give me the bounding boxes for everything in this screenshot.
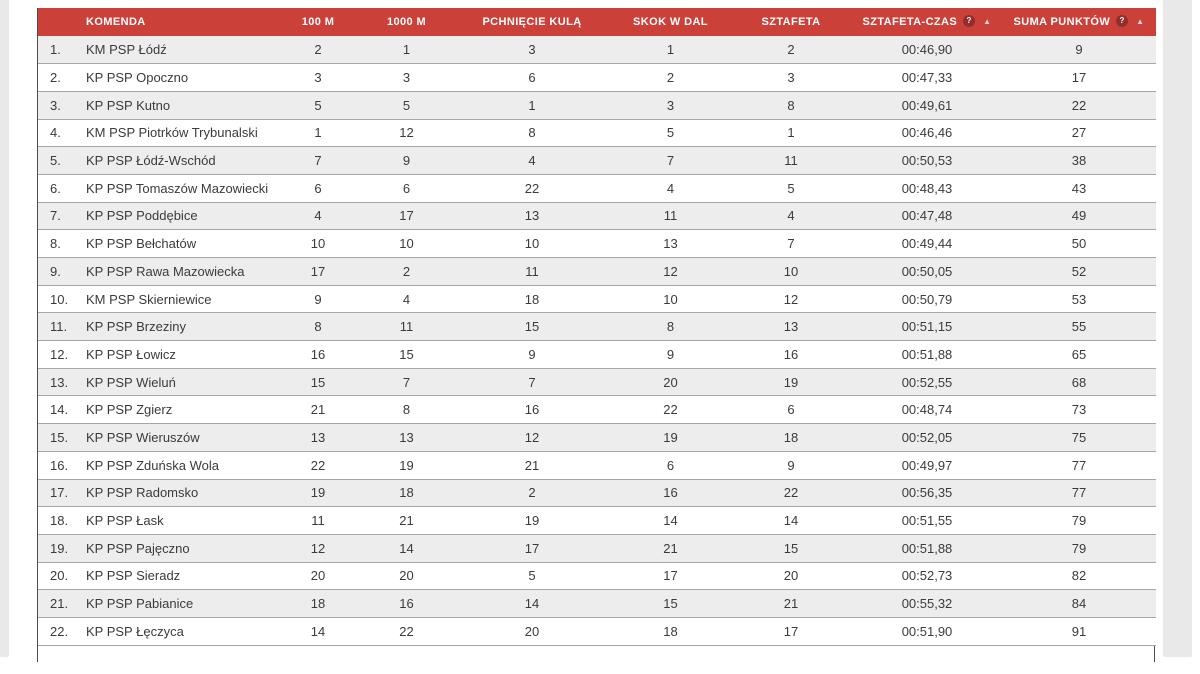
cell-m1000: 9: [360, 147, 453, 175]
cell-skok: 14: [611, 507, 730, 535]
cell-sztafeta: 10: [730, 258, 852, 286]
cell-komenda: KP PSP Brzeziny: [84, 313, 276, 341]
cell-suma: 65: [1002, 341, 1156, 369]
cell-m1000: 20: [360, 562, 453, 590]
cell-suma: 53: [1002, 285, 1156, 313]
table-row: [38, 562, 1156, 590]
cell-skok: 21: [611, 534, 730, 562]
cell-sztafeta: 9: [730, 451, 852, 479]
cell-komenda: KP PSP Łowicz: [84, 341, 276, 369]
cell-suma: 49: [1002, 202, 1156, 230]
cell-m1000: 6: [360, 174, 453, 202]
column-header-m1000: [360, 8, 453, 36]
cell-komenda: KP PSP Wieluń: [84, 368, 276, 396]
cell-rank: 16.: [38, 451, 84, 479]
cell-rank: 22.: [38, 617, 84, 645]
cell-sztafeta: 21: [730, 590, 852, 618]
cell-czas: 00:51,88: [852, 341, 1002, 369]
column-header-m100: [276, 8, 360, 36]
cell-suma: 77: [1002, 451, 1156, 479]
cell-rank: 8.: [38, 230, 84, 258]
table-row: [38, 258, 1156, 286]
cell-czas: 00:46,90: [852, 36, 1002, 64]
cell-kula: 1: [453, 91, 611, 119]
cell-rank: 2.: [38, 64, 84, 92]
cell-skok: 9: [611, 341, 730, 369]
table-row: [38, 64, 1156, 92]
cell-rank: 12.: [38, 341, 84, 369]
cell-czas: 00:55,32: [852, 590, 1002, 618]
cell-m1000: 21: [360, 507, 453, 535]
cell-m100: 6: [276, 174, 360, 202]
cell-skok: 8: [611, 313, 730, 341]
cell-skok: 4: [611, 174, 730, 202]
cell-skok: 3: [611, 91, 730, 119]
column-label: KOMENDA: [86, 16, 146, 28]
cell-m1000: 11: [360, 313, 453, 341]
cell-m100: 18: [276, 590, 360, 618]
cell-m100: 13: [276, 424, 360, 452]
cell-skok: 12: [611, 258, 730, 286]
cell-komenda: KP PSP Radomsko: [84, 479, 276, 507]
cell-czas: 00:48,43: [852, 174, 1002, 202]
cell-skok: 7: [611, 147, 730, 175]
cell-suma: 43: [1002, 174, 1156, 202]
cell-m100: 20: [276, 562, 360, 590]
cell-rank: 10.: [38, 285, 84, 313]
cell-sztafeta: 15: [730, 534, 852, 562]
cell-skok: 11: [611, 202, 730, 230]
cell-suma: 84: [1002, 590, 1156, 618]
cell-czas: 00:52,05: [852, 424, 1002, 452]
cell-sztafeta: 12: [730, 285, 852, 313]
cell-rank: 13.: [38, 368, 84, 396]
results-table-wrapper: [37, 8, 1155, 662]
cell-sztafeta: 20: [730, 562, 852, 590]
sort-asc-icon[interactable]: ▲: [1136, 16, 1145, 26]
cell-skok: 1: [611, 36, 730, 64]
cell-komenda: KP PSP Zduńska Wola: [84, 451, 276, 479]
column-header-suma[interactable]: [1002, 8, 1156, 36]
cell-rank: 17.: [38, 479, 84, 507]
cell-m100: 8: [276, 313, 360, 341]
cell-kula: 21: [453, 451, 611, 479]
cell-kula: 22: [453, 174, 611, 202]
cell-komenda: KM PSP Skierniewice: [84, 285, 276, 313]
cell-komenda: KP PSP Łęczyca: [84, 617, 276, 645]
cell-skok: 2: [611, 64, 730, 92]
cell-czas: 00:49,97: [852, 451, 1002, 479]
cell-kula: 5: [453, 562, 611, 590]
cell-suma: 55: [1002, 313, 1156, 341]
cell-komenda: KM PSP Łódź: [84, 36, 276, 64]
cell-sztafeta: 11: [730, 147, 852, 175]
column-header-rank: [38, 8, 84, 36]
cell-skok: 10: [611, 285, 730, 313]
table-row: [38, 341, 1156, 369]
cell-m100: 10: [276, 230, 360, 258]
cell-skok: 20: [611, 368, 730, 396]
cell-komenda: KP PSP Sieradz: [84, 562, 276, 590]
cell-czas: 00:47,33: [852, 64, 1002, 92]
cell-kula: 12: [453, 424, 611, 452]
cell-czas: 00:51,90: [852, 617, 1002, 645]
cell-rank: 1.: [38, 36, 84, 64]
cell-m100: 21: [276, 396, 360, 424]
cell-czas: 00:52,73: [852, 562, 1002, 590]
cell-m1000: 19: [360, 451, 453, 479]
cell-skok: 5: [611, 119, 730, 147]
cell-skok: 15: [611, 590, 730, 618]
column-label: PCHNIĘCIE KULĄ: [482, 16, 582, 28]
cell-sztafeta: 7: [730, 230, 852, 258]
cell-m100: 7: [276, 147, 360, 175]
cell-suma: 77: [1002, 479, 1156, 507]
cell-m100: 5: [276, 91, 360, 119]
cell-rank: 6.: [38, 174, 84, 202]
table-row: [38, 230, 1156, 258]
cell-m1000: 13: [360, 424, 453, 452]
cell-sztafeta: 14: [730, 507, 852, 535]
cell-rank: 15.: [38, 424, 84, 452]
cell-czas: 00:56,35: [852, 479, 1002, 507]
column-label: SZTAFETA: [761, 16, 821, 28]
table-row: [38, 617, 1156, 645]
cell-rank: 14.: [38, 396, 84, 424]
cell-suma: 50: [1002, 230, 1156, 258]
cell-skok: 17: [611, 562, 730, 590]
cell-czas: 00:50,53: [852, 147, 1002, 175]
cell-rank: 21.: [38, 590, 84, 618]
table-footer-space: [38, 646, 1154, 662]
table-row: [38, 202, 1156, 230]
cell-kula: 20: [453, 617, 611, 645]
info-icon[interactable]: ?: [963, 15, 975, 27]
cell-m100: 1: [276, 119, 360, 147]
cell-rank: 11.: [38, 313, 84, 341]
cell-m100: 9: [276, 285, 360, 313]
cell-m100: 19: [276, 479, 360, 507]
cell-kula: 9: [453, 341, 611, 369]
cell-m1000: 12: [360, 119, 453, 147]
header-row: [38, 8, 1156, 36]
cell-m1000: 22: [360, 617, 453, 645]
cell-suma: 9: [1002, 36, 1156, 64]
cell-czas: 00:50,79: [852, 285, 1002, 313]
cell-rank: 20.: [38, 562, 84, 590]
cell-sztafeta: 22: [730, 479, 852, 507]
cell-m1000: 7: [360, 368, 453, 396]
cell-kula: 16: [453, 396, 611, 424]
cell-komenda: KP PSP Łask: [84, 507, 276, 535]
cell-skok: 6: [611, 451, 730, 479]
cell-kula: 17: [453, 534, 611, 562]
cell-kula: 14: [453, 590, 611, 618]
cell-m1000: 16: [360, 590, 453, 618]
cell-czas: 00:51,55: [852, 507, 1002, 535]
cell-kula: 11: [453, 258, 611, 286]
table-row: [38, 285, 1156, 313]
cell-skok: 19: [611, 424, 730, 452]
cell-m100: 16: [276, 341, 360, 369]
cell-kula: 4: [453, 147, 611, 175]
table-row: [38, 36, 1156, 64]
cell-komenda: KP PSP Tomaszów Mazowiecki: [84, 174, 276, 202]
cell-rank: 18.: [38, 507, 84, 535]
cell-komenda: KP PSP Rawa Mazowiecka: [84, 258, 276, 286]
cell-m100: 4: [276, 202, 360, 230]
cell-sztafeta: 4: [730, 202, 852, 230]
table-row: [38, 174, 1156, 202]
cell-m1000: 2: [360, 258, 453, 286]
cell-rank: 3.: [38, 91, 84, 119]
cell-rank: 5.: [38, 147, 84, 175]
cell-czas: 00:49,61: [852, 91, 1002, 119]
cell-sztafeta: 19: [730, 368, 852, 396]
cell-suma: 82: [1002, 562, 1156, 590]
cell-kula: 7: [453, 368, 611, 396]
cell-skok: 16: [611, 479, 730, 507]
table-row: [38, 479, 1156, 507]
column-header-skok: [611, 8, 730, 36]
cell-komenda: KP PSP Poddębice: [84, 202, 276, 230]
cell-suma: 79: [1002, 507, 1156, 535]
cell-skok: 18: [611, 617, 730, 645]
cell-kula: 19: [453, 507, 611, 535]
column-header-czas[interactable]: [852, 8, 1002, 36]
column-label: SUMA PUNKTÓW: [1013, 15, 1111, 28]
cell-m1000: 5: [360, 91, 453, 119]
cell-m100: 3: [276, 64, 360, 92]
cell-komenda: KP PSP Łódź-Wschód: [84, 147, 276, 175]
cell-sztafeta: 5: [730, 174, 852, 202]
cell-m1000: 15: [360, 341, 453, 369]
cell-m1000: 17: [360, 202, 453, 230]
cell-suma: 22: [1002, 91, 1156, 119]
cell-m100: 15: [276, 368, 360, 396]
cell-skok: 13: [611, 230, 730, 258]
cell-czas: 00:48,74: [852, 396, 1002, 424]
cell-sztafeta: 8: [730, 91, 852, 119]
table-row: [38, 507, 1156, 535]
cell-suma: 27: [1002, 119, 1156, 147]
table-row: [38, 368, 1156, 396]
cell-sztafeta: 17: [730, 617, 852, 645]
right-scrollbar-track[interactable]: [1163, 0, 1192, 657]
cell-m100: 14: [276, 617, 360, 645]
cell-m100: 2: [276, 36, 360, 64]
table-row: [38, 119, 1156, 147]
cell-kula: 15: [453, 313, 611, 341]
cell-sztafeta: 3: [730, 64, 852, 92]
cell-komenda: KP PSP Kutno: [84, 91, 276, 119]
cell-komenda: KP PSP Opoczno: [84, 64, 276, 92]
cell-kula: 3: [453, 36, 611, 64]
results-table: [38, 8, 1156, 646]
column-header-kula: [453, 8, 611, 36]
cell-m1000: 10: [360, 230, 453, 258]
cell-sztafeta: 16: [730, 341, 852, 369]
cell-komenda: KP PSP Wieruszów: [84, 424, 276, 452]
cell-rank: 9.: [38, 258, 84, 286]
cell-kula: 18: [453, 285, 611, 313]
cell-suma: 38: [1002, 147, 1156, 175]
info-icon[interactable]: ?: [1116, 15, 1128, 27]
table-row: [38, 590, 1156, 618]
sort-asc-icon[interactable]: ▲: [983, 16, 992, 26]
table-row: [38, 451, 1156, 479]
table-row: [38, 91, 1156, 119]
table-row: [38, 396, 1156, 424]
cell-kula: 13: [453, 202, 611, 230]
cell-sztafeta: 1: [730, 119, 852, 147]
cell-kula: 8: [453, 119, 611, 147]
table-row: [38, 147, 1156, 175]
cell-skok: 22: [611, 396, 730, 424]
cell-sztafeta: 6: [730, 396, 852, 424]
cell-suma: 68: [1002, 368, 1156, 396]
cell-czas: 00:47,48: [852, 202, 1002, 230]
cell-m1000: 1: [360, 36, 453, 64]
cell-m1000: 8: [360, 396, 453, 424]
cell-m100: 12: [276, 534, 360, 562]
cell-rank: 7.: [38, 202, 84, 230]
cell-sztafeta: 13: [730, 313, 852, 341]
cell-komenda: KM PSP Piotrków Trybunalski: [84, 119, 276, 147]
table-body: [38, 36, 1156, 645]
column-label: SKOK W DAL: [633, 16, 708, 28]
cell-kula: 10: [453, 230, 611, 258]
table-row: [38, 313, 1156, 341]
table-row: [38, 424, 1156, 452]
cell-kula: 6: [453, 64, 611, 92]
cell-suma: 91: [1002, 617, 1156, 645]
cell-m1000: 14: [360, 534, 453, 562]
cell-suma: 52: [1002, 258, 1156, 286]
cell-komenda: KP PSP Pajęczno: [84, 534, 276, 562]
cell-sztafeta: 18: [730, 424, 852, 452]
cell-czas: 00:50,05: [852, 258, 1002, 286]
cell-m100: 11: [276, 507, 360, 535]
cell-m1000: 4: [360, 285, 453, 313]
table-header: [38, 8, 1156, 36]
cell-suma: 73: [1002, 396, 1156, 424]
cell-rank: 19.: [38, 534, 84, 562]
column-label: 1000 M: [386, 16, 427, 28]
cell-m100: 17: [276, 258, 360, 286]
cell-komenda: KP PSP Pabianice: [84, 590, 276, 618]
cell-m1000: 3: [360, 64, 453, 92]
column-header-komenda: [84, 8, 276, 36]
table-row: [38, 534, 1156, 562]
cell-sztafeta: 2: [730, 36, 852, 64]
column-label: SZTAFETA-CZAS: [862, 15, 958, 28]
cell-rank: 4.: [38, 119, 84, 147]
cell-czas: 00:51,88: [852, 534, 1002, 562]
cell-czas: 00:51,15: [852, 313, 1002, 341]
cell-czas: 00:46,46: [852, 119, 1002, 147]
cell-suma: 17: [1002, 64, 1156, 92]
left-page-edge: [0, 0, 9, 657]
cell-suma: 75: [1002, 424, 1156, 452]
cell-m1000: 18: [360, 479, 453, 507]
column-header-sztafeta: [730, 8, 852, 36]
cell-komenda: KP PSP Bełchatów: [84, 230, 276, 258]
cell-m100: 22: [276, 451, 360, 479]
column-label: 100 M: [301, 16, 335, 28]
cell-suma: 79: [1002, 534, 1156, 562]
cell-kula: 2: [453, 479, 611, 507]
cell-czas: 00:52,55: [852, 368, 1002, 396]
cell-komenda: KP PSP Zgierz: [84, 396, 276, 424]
cell-czas: 00:49,44: [852, 230, 1002, 258]
